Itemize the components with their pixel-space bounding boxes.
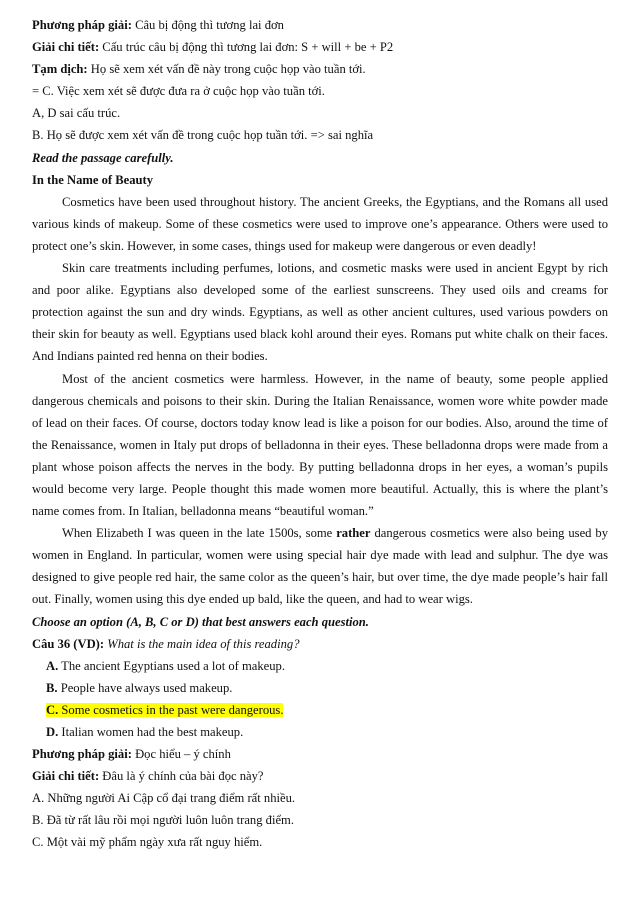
paragraph-4-end: dangerous cosmetics were also being used by women in England. In particular, women were using special hair dye made with lead and sulphur. The dye was designed to give people red hair, the same color as the queen’s hair, but over time, the dye made people’s hair fall out. Finally, women using this dye ended up bald, like the queen, and had to wear wigs. <box>32 526 609 607</box>
option-a[interactable] <box>32 655 608 677</box>
method-label: Phương pháp giải: <box>32 18 132 32</box>
detail-label: Giải chi tiết: <box>32 769 100 784</box>
detail-line-1 <box>32 36 608 58</box>
document-page <box>32 14 608 854</box>
option-letter: B. <box>46 680 58 695</box>
method-line-2 <box>32 743 608 765</box>
detail-line-2 <box>32 765 608 787</box>
option-c[interactable] <box>32 699 608 721</box>
translation-option-a: A. Những người Ai Cập cổ đại trang điểm rất nhiều. <box>32 791 296 806</box>
question-36 <box>32 633 608 655</box>
option-text: Some cosmetics in the past were dangerous. <box>58 702 284 717</box>
paragraph-4-bold-word: rather <box>336 526 371 541</box>
passage-paragraph-2: Skin care treatments including perfumes, lotions, and cosmetic masks were used in ancient Egypt by rich and poor alike. Egyptians also developed some of the earliest sunscreens. They used oils and creams for protection against the sun and dry winds. Egyptians, as well as other ancient cultures, used various powders on their skin for beauty as well. Egyptians used black kohl around their eyes. Romans put white chalk on their faces. And Indians painted red henna on their bodies. <box>32 261 608 364</box>
option-text: People have always used makeup. <box>57 680 233 695</box>
method-text: Câu bị động thì tương lai đơn <box>131 18 284 32</box>
paragraph-4-start: When Elizabeth I was queen in the late 1500s, some <box>62 526 337 541</box>
read-instruction: Read the passage carefully. <box>32 150 174 165</box>
detail-label: Giải chi tiết: <box>32 40 100 55</box>
translation-label: Tạm dịch: <box>32 62 88 77</box>
detail-text: Cấu trúc câu bị động thì tương lai đơn: S + will + be + P2 <box>99 40 394 55</box>
wrong-structure-line: A, D sai cấu trúc. <box>32 106 121 121</box>
option-b[interactable] <box>32 677 608 699</box>
option-letter: C. <box>46 702 59 717</box>
option-letter: D. <box>46 725 59 739</box>
choose-instruction: Choose an option (A, B, C or D) that best answers each question. <box>32 614 369 629</box>
translation-option-b: B. Đã từ rất lâu rồi mọi người luôn luôn trang điểm. <box>32 813 295 828</box>
option-text: Italian women had the best makeup. <box>58 725 244 739</box>
question-label: Câu 36 (VD): <box>32 636 105 651</box>
option-letter: A. <box>46 658 59 673</box>
option-d[interactable] <box>32 721 608 743</box>
method-line-1 <box>32 14 608 36</box>
detail-text: Đâu là ý chính của bài đọc này? <box>99 769 264 784</box>
translation-option-c: C. Một vài mỹ phẩm ngày xưa rất nguy hiểm. <box>32 835 263 850</box>
passage-paragraph-1: Cosmetics have been used throughout history. The ancient Greeks, the Egyptians, and the Romans all used various kinds of makeup. Some of these cosmetics were used to improve one’s appearance. Others were used to protect one’s skin. However, in some cases, things used for makeup were dangerous or even deadly! <box>32 194 608 253</box>
passage-paragraph-3: Most of the ancient cosmetics were harmless. However, in the name of beauty, some people applied dangerous chemicals and poisons to their skin. During the Italian Renaissance, women wore white powder made of lead on their faces. Of course, doctors today know lead is like a poison for our bodies. Also, around the time of the Renaissance, women in Italy put drops of belladonna in their eyes. These belladonna drops were made from a plant whose poison affects the nerves in the body. By putting belladonna drops in her eyes, a woman’s pupils would become very large. People thought this made women more beautiful. Actually, this is where the plant’s name comes from. In Italian, belladonna means “beautiful woman.” <box>32 371 608 519</box>
wrong-meaning-line: B. Họ sẽ được xem xét vấn đề trong cuộc họp tuần tới. => sai nghĩa <box>32 128 374 143</box>
equivalent-line: = C. Việc xem xét sẽ được đưa ra ở cuộc họp vào tuần tới. <box>32 84 325 99</box>
passage-paragraph-4 <box>32 522 608 610</box>
translation-line-1 <box>32 58 608 80</box>
option-text: The ancient Egyptians used a lot of makeup. <box>58 658 285 673</box>
question-text: What is the main idea of this reading? <box>107 636 300 651</box>
method-text: Đọc hiểu – ý chính <box>131 747 231 762</box>
passage-title: In the Name of Beauty <box>32 172 154 187</box>
method-label: Phương pháp giải: <box>32 747 132 762</box>
translation-text: Họ sẽ xem xét vấn đề này trong cuộc họp vào tuần tới. <box>87 62 366 77</box>
answer-highlight <box>46 703 283 717</box>
